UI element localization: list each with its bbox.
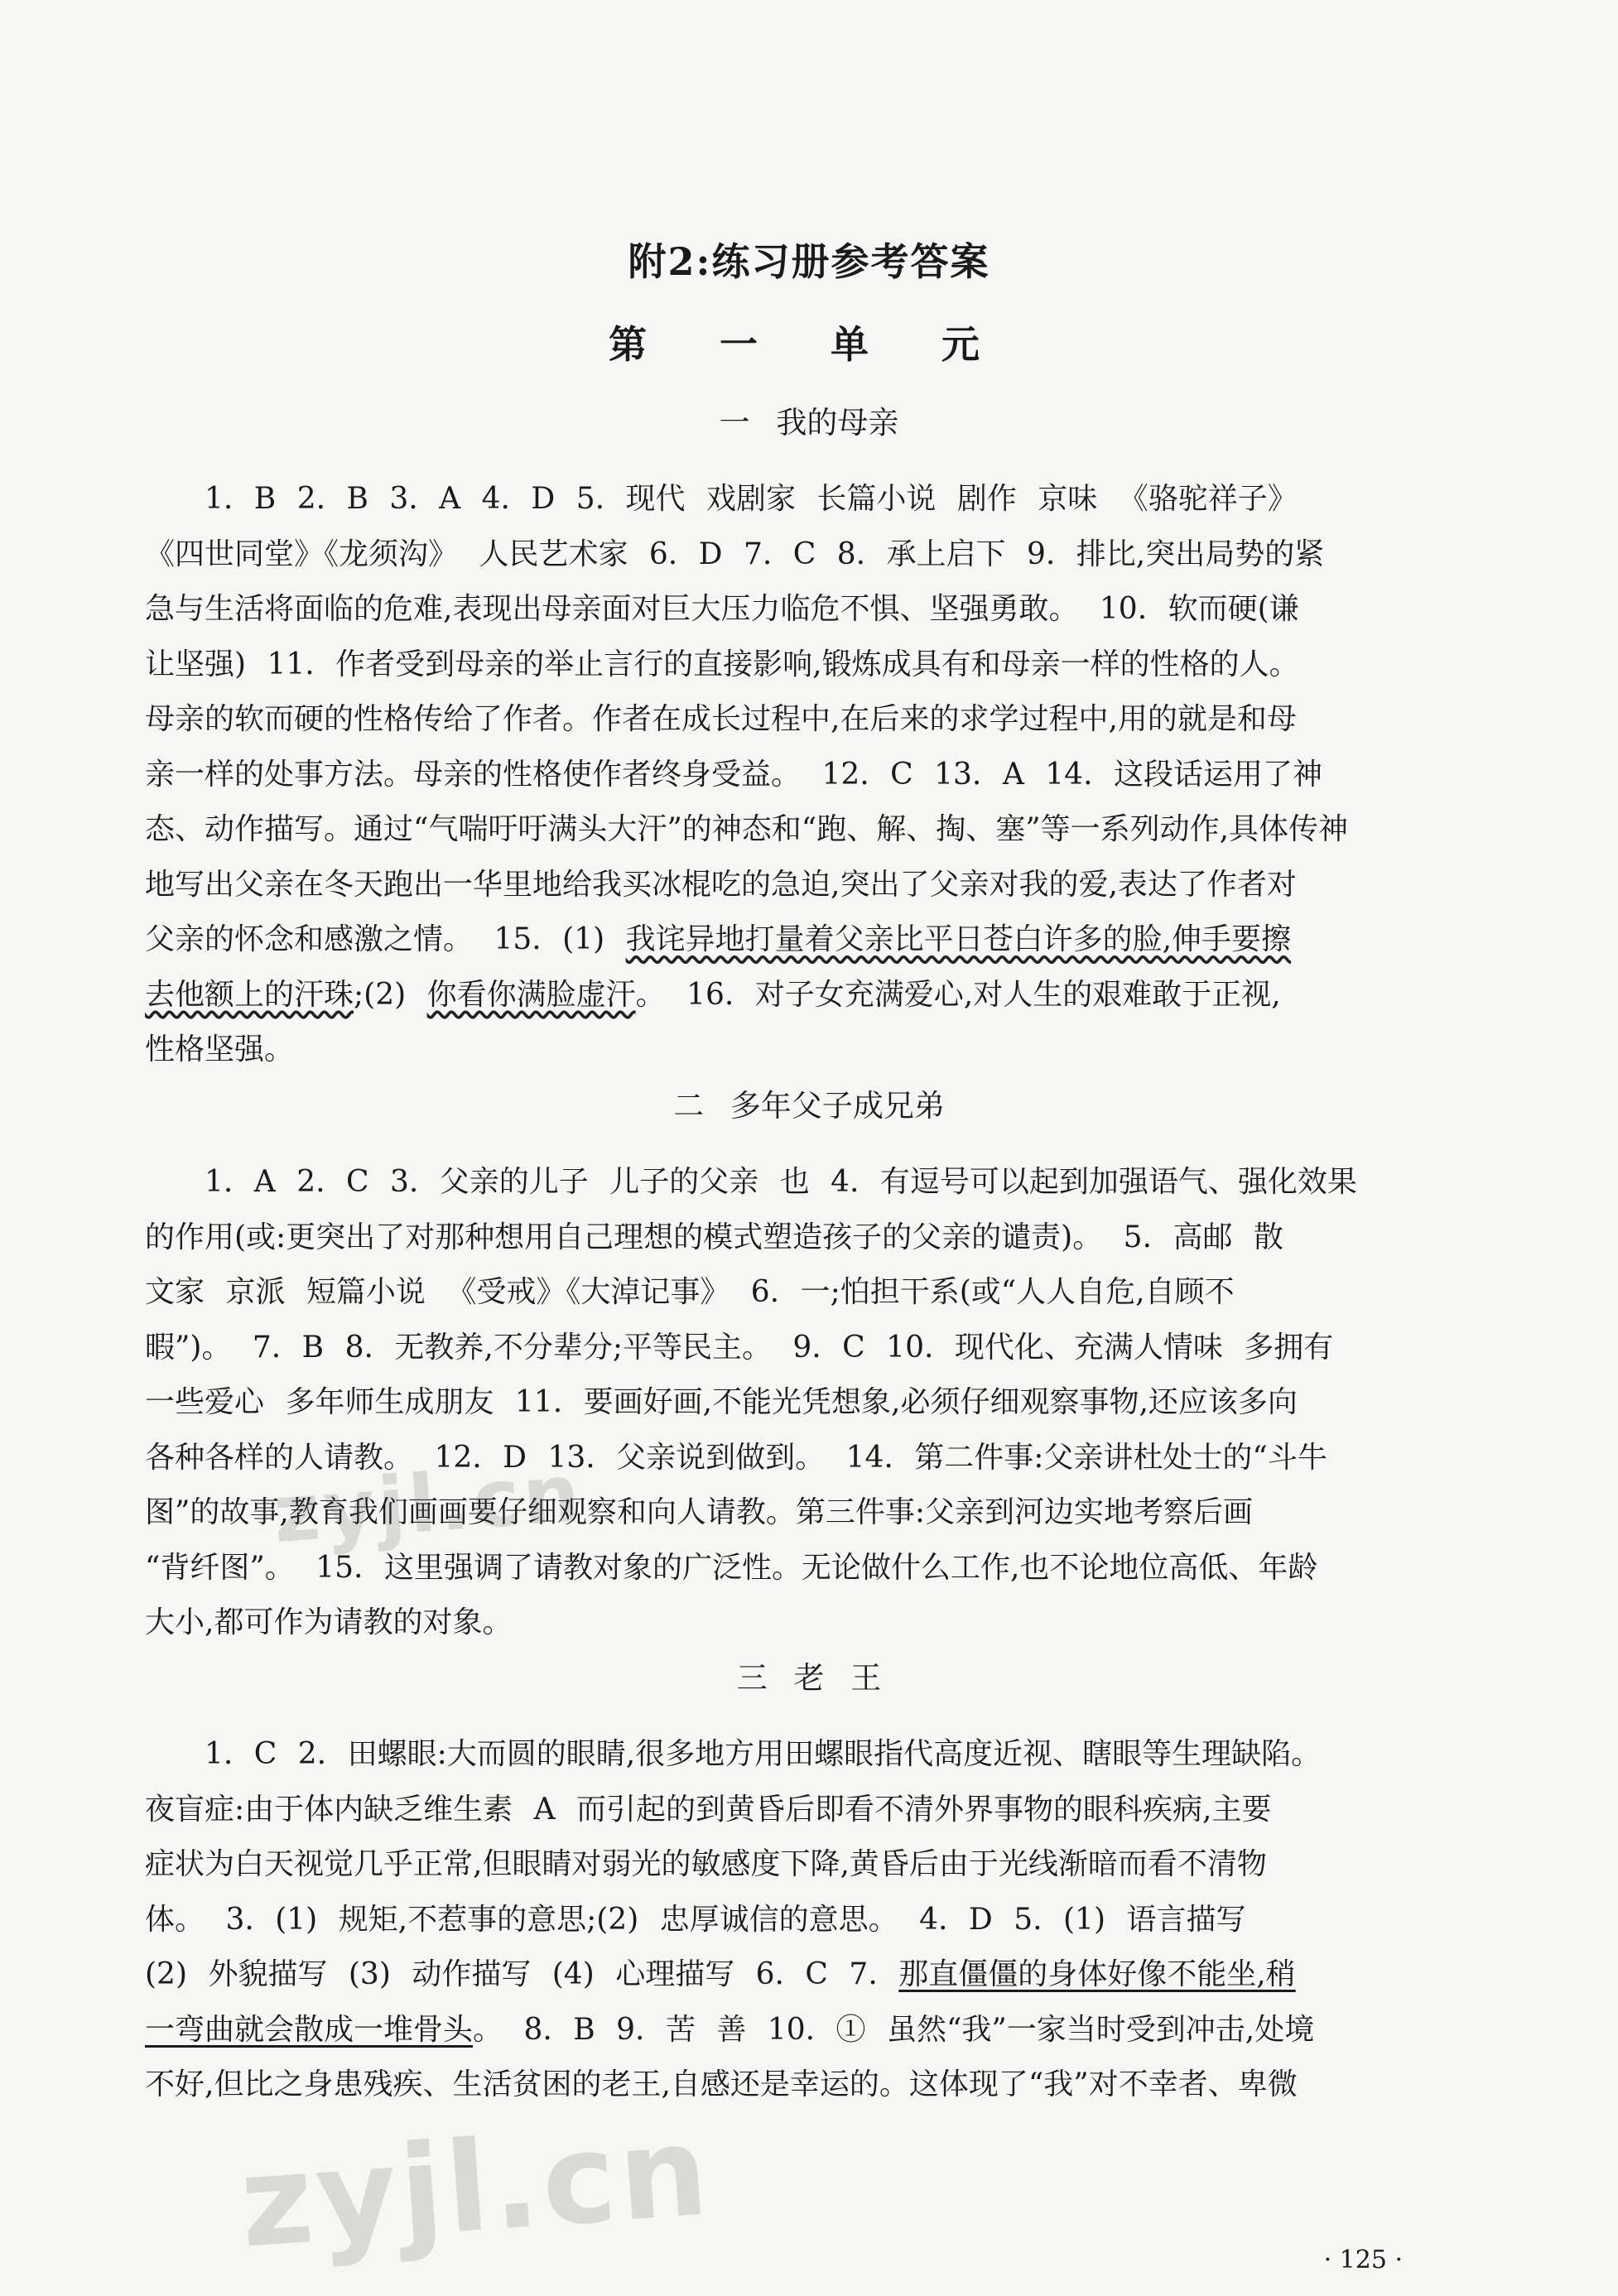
answer-text: 。 8. B 9. 苦 善 10. ① 虽然“我”一家当时受到冲击,处境 bbox=[473, 2012, 1315, 2047]
watermark: zyjl.cn bbox=[235, 2099, 715, 2276]
answer-line: 1. C 2. 田螺眼:大而圆的眼睛,很多地方用田螺眼指代高度近视、瞎眼等生理缺陷。 bbox=[205, 1737, 1322, 1771]
answer-line: 让坚强) 11. 作者受到母亲的举止言行的直接影响,锻炼成具有和母亲一样的性格的人。 bbox=[145, 647, 1299, 681]
answer-line: 不好,但比之身患残疾、生活贫困的老王,自感还是幸运的。这体现了“我”对不幸者、卑微 bbox=[145, 2067, 1298, 2101]
answer-line bbox=[145, 1947, 1475, 2003]
section-heading-3: 三 老 王 bbox=[736, 1660, 882, 1696]
section-heading-2: 二 多年父子成兄弟 bbox=[673, 1088, 945, 1124]
answer-line: 大小,都可作为请教的对象。 bbox=[145, 1605, 513, 1639]
underlined-text: 一弯曲就会散成一堆骨头 bbox=[145, 2012, 474, 2047]
section-body-1 bbox=[145, 472, 1475, 1078]
answer-line: 文家 京派 短篇小说 《受戒》《大淖记事》 6. 一;怕担干系(或“人人自危,自顾不 bbox=[145, 1275, 1235, 1309]
unit-title: 第 一 单 元 bbox=[608, 322, 1010, 367]
answer-line: 急与生活将面临的危难,表现出母亲面对巨大压力临危不惧、坚强勇敢。 10. 软而硬(谦 bbox=[145, 592, 1299, 626]
answer-text: ;(2) bbox=[354, 977, 427, 1012]
section-heading-1: 一 我的母亲 bbox=[719, 405, 899, 440]
page-title: 附2:练习册参考答案 bbox=[628, 239, 990, 284]
answer-line: 各种各样的人请教。 12. D 13. 父亲说到做到。 14. 第二件事:父亲讲杜处士的“斗牛 bbox=[145, 1440, 1327, 1475]
answer-line: 地写出父亲在冬天跑出一华里地给我买冰棍吃的急迫,突出了父亲对我的爱,表达了作者对 bbox=[145, 867, 1297, 902]
answer-line: 态、动作描写。通过“气喘吁吁满头大汗”的神态和“跑、解、掏、塞”等一系列动作,具体传神 bbox=[145, 812, 1349, 846]
answer-line: 母亲的软而硬的性格传给了作者。作者在成长过程中,在后来的求学过程中,用的就是和母 bbox=[145, 702, 1297, 736]
wavy-underlined-text: 我诧异地打量着父亲比平日苍白许多的脸,伸手要擦 bbox=[625, 922, 1292, 956]
section-body-3 bbox=[145, 1727, 1475, 2113]
answer-line: 图”的故事,教育我们画画要仔细观察和向人请教。第三件事:父亲到河边实地考察后画 bbox=[145, 1495, 1253, 1529]
answer-line: “背纤图”。 15. 这里强调了请教对象的广泛性。无论做什么工作,也不论地位高低、年龄 bbox=[145, 1550, 1318, 1585]
answer-line: 夜盲症:由于体内缺乏维生素 A 而引起的到黄昏后即看不清外界事物的眼科疾病,主要 bbox=[145, 1792, 1272, 1827]
answer-text: (2) 外貌描写 (3) 动作描写 (4) 心理描写 6. C 7. bbox=[145, 1957, 899, 1991]
answer-line: 1. B 2. B 3. A 4. D 5. 现代 戏剧家 长篇小说 剧作 京味 《骆驼祥子》 bbox=[205, 482, 1298, 516]
answer-line: 亲一样的处事方法。母亲的性格使作者终身受益。 12. C 13. A 14. 这段话运用了神 bbox=[145, 757, 1322, 792]
page-number: · 125 · bbox=[1323, 2245, 1403, 2274]
answer-line: 一些爱心 多年师生成朋友 11. 要画好画,不能光凭想象,必须仔细观察事物,还应该多向 bbox=[145, 1385, 1298, 1419]
section-body-2 bbox=[145, 1155, 1475, 1651]
answer-line: 症状为白天视觉几乎正常,但眼睛对弱光的敏感度下降,黄昏后由于光线渐暗而看不清物 bbox=[145, 1847, 1267, 1881]
wavy-underlined-text: 去他额上的汗珠 bbox=[145, 977, 354, 1012]
answer-line: 暇”)。 7. B 8. 无教养,不分辈分;平等民主。 9. C 10. 现代化、充满人情味 多拥有 bbox=[145, 1330, 1334, 1365]
underlined-text: 那直僵僵的身体好像不能坐,稍 bbox=[898, 1957, 1296, 1991]
answer-text: 15. (1) bbox=[473, 922, 626, 956]
answer-line: 体。 3. (1) 规矩,不惹事的意思;(2) 忠厚诚信的意思。 4. D 5. (1) 语言描写 bbox=[145, 1902, 1246, 1937]
answer-line bbox=[145, 912, 1475, 968]
answer-line bbox=[145, 2003, 1475, 2058]
watermark: zyjl.cn bbox=[270, 1446, 586, 1561]
answer-text: 父亲的怀念和感激之情。 bbox=[145, 922, 474, 956]
answer-line: 《四世同堂》《龙须沟》 人民艺术家 6. D 7. C 8. 承上启下 9. 排比,突出局势的紧 bbox=[145, 537, 1325, 571]
answer-line bbox=[145, 968, 1475, 1023]
answer-text: 。 16. 对子女充满爱心,对人生的艰难敢于正视, bbox=[635, 977, 1281, 1012]
answer-line: 1. A 2. C 3. 父亲的儿子 儿子的父亲 也 4. 有逗号可以起到加强语气、强化效果 bbox=[205, 1165, 1357, 1199]
answer-line: 的作用(或:更突出了对那种想用自己理想的模式塑造孩子的父亲的谴责)。 5. 高邮 散 bbox=[145, 1220, 1283, 1254]
wavy-underlined-text: 你看你满脸虚汗 bbox=[426, 977, 636, 1012]
answer-line: 性格坚强。 bbox=[145, 1032, 295, 1066]
